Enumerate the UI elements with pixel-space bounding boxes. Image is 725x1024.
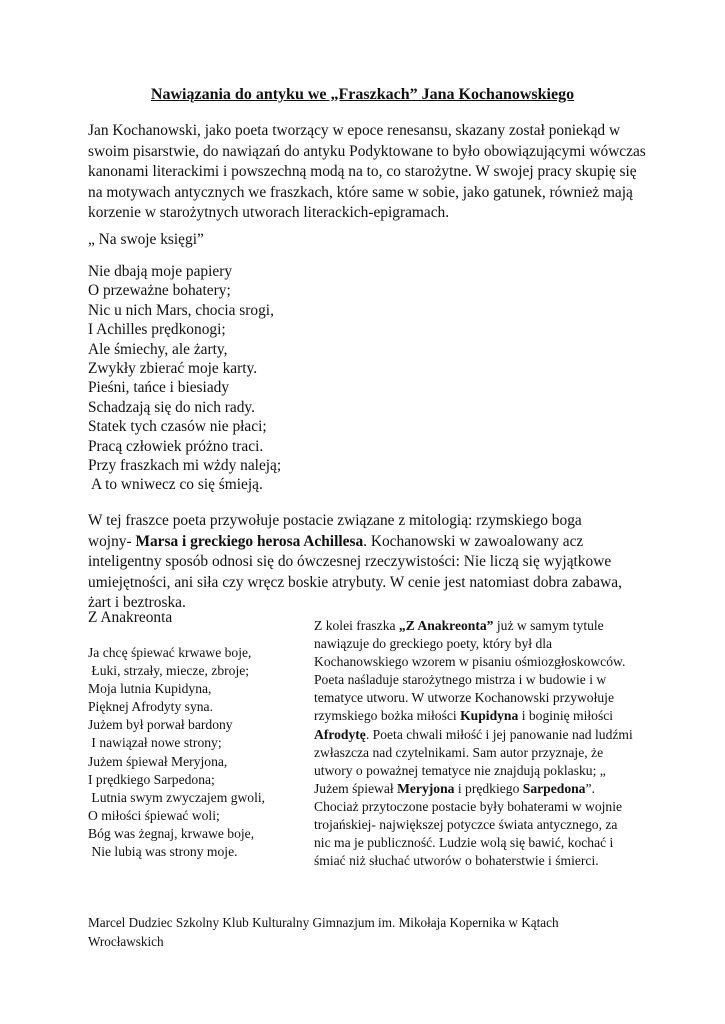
poem1-line: Pracą człowiek próżno traci. [88,437,264,455]
poem1-line: Zwykły zbierać moje karty. [88,360,258,378]
poem1-line: Przy fraszkach mi wżdy naleją; [88,457,282,475]
footer-text: Marcel Dudziec Szkolny Klub Kulturalny Gimnazjum im. Mikołaja Kopernika w Kątach Wrocławskich [88,915,559,949]
poem2-line: I prędkiego Sarpedona; [88,771,215,787]
poem1-line: A to wniwecz co się śmieją. [88,476,263,494]
poem1-body [88,262,281,495]
poem1-line: Nic u nich Mars, chocia srogi, [88,301,274,319]
analysis2-bold-afrodyta: Afrodytę [314,726,366,742]
poem2-line: Nie lubią was strony moje. [88,844,238,860]
analysis2-seg: . Poeta chwali miłość i jej panowanie nad ludźmi zwłaszcza nad czytelnikami. Sam autor przyznaje, że utwory o poważnej tematyce nie znajdują poklasku; „ Jużem śpiewał [314,726,633,796]
analysis2-text [314,617,634,870]
poem2-line: O miłości śpiewać woli; [88,807,220,823]
poem2-title: Z Anakreonta [88,609,173,626]
poem2-column [88,609,298,861]
poem1-line: Statek tych czasów nie płaci; [88,418,267,436]
poem1-title: „ Na swoje księgi” [88,231,204,248]
poem1-line: Ale śmiechy, ale żarty, [88,340,228,358]
analysis1-part2: . Kochanowski w zawoalowany acz inteligentny sposób odnosi się do ówczesnej rzeczywistości: Nie liczą się wyjątkowe umiejętności, ani siła czy wręcz boskie atrybuty. W cenie jest natomiast dobra zabawa, żart i beztroska. [88,532,622,612]
poem2-body [88,644,298,861]
poem2-line: I nawiązał nowe strony; [88,735,222,751]
poem1-line: Pieśni, tańce i biesiady [88,379,230,397]
analysis2-seg: i boginię miłości [518,708,614,724]
poem1-line: O przeważne bohatery; [88,282,231,300]
poem2-line: Łuki, strzały, miecze, zbroje; [88,663,250,679]
analysis2-seg: Z kolei fraszka [314,618,399,633]
poem2-line: Pięknej Afrodyty syna. [88,699,213,715]
analysis1-part1: W tej fraszce poeta przywołuje postacie związane z mitologią: rzymskiego boga wojny- [88,512,582,550]
poem2-line: Jużem śpiewał Meryjona, [88,753,228,769]
analysis2-column [314,617,634,870]
analysis2-bold-sarpedon: Sarpedona [522,780,586,796]
poem2-line: Jużem był porwał bardony [88,717,233,733]
analysis2-bold-kupidyn: Kupidyna [460,708,519,724]
analysis1-paragraph [88,511,623,614]
analysis2-bold-meryjon: Meryjona [397,780,455,796]
intro-text: Jan Kochanowski, jako poeta tworzący w epoce renesansu, skazany został poniekąd w swoim pisarstwie, do nawiązań do antyku Podyktowane to było obowiązującymi wówczas kanonami literackimi i powszechną modą na to, co starożytne. W swojej pracy skupię się na motywach antycznych we fraszkach, które same w sobie, jako gatunek, również mają korzenie w starożytnych utworach literackich-epigramach. [88,122,646,222]
intro-paragraph [88,121,648,224]
analysis1-text [88,511,623,614]
analysis1-bold-names: Marsa i greckiego herosa Achillesa [135,532,364,550]
page-title: Nawiązania do antyku we „Fraszkach” Jana Kochanowskiego [150,86,575,103]
analysis2-seg: ”. Chociaż przytoczone postacie były bohaterami w wojnie trojańskiej- największej potyczce świata antycznego, za nic ma je publiczność. Ludzie wolą się bawić, kochać i śmiać niż słuchać utworów o bohaterstwie i śmierci. [314,780,623,869]
poem2-line: Bóg was żegnaj, krwawe boje, [88,825,255,841]
poem2-line: Moja lutnia Kupidyna, [88,681,212,697]
poem1-line: I Achilles prędkonogi; [88,321,226,339]
poem1-line: Nie dbają moje papiery [88,263,233,280]
poem1-line: Schadzają się do nich rady. [88,398,255,416]
analysis2-seg: już w samym tytule nawiązuje do greckiego poety, który był dla Kochanowskiego wzorem w pisaniu ośmiozgłoskowców. Poeta naśladuje starożytnego mistrza i w budowie i w tematyce utworu. W utworze Kochanowski przywołuje rzymskiego bożka miłości [314,618,626,724]
footer-credit [88,914,608,951]
poem2-line: Lutnia swym zwyczajem gwoli, [88,789,266,805]
poem2-line: Ja chcę śpiewać krwawe boje, [88,645,252,660]
analysis2-bold-title: „Z Anakreonta” [398,618,494,633]
analysis2-seg: i prędkiego [454,780,523,796]
